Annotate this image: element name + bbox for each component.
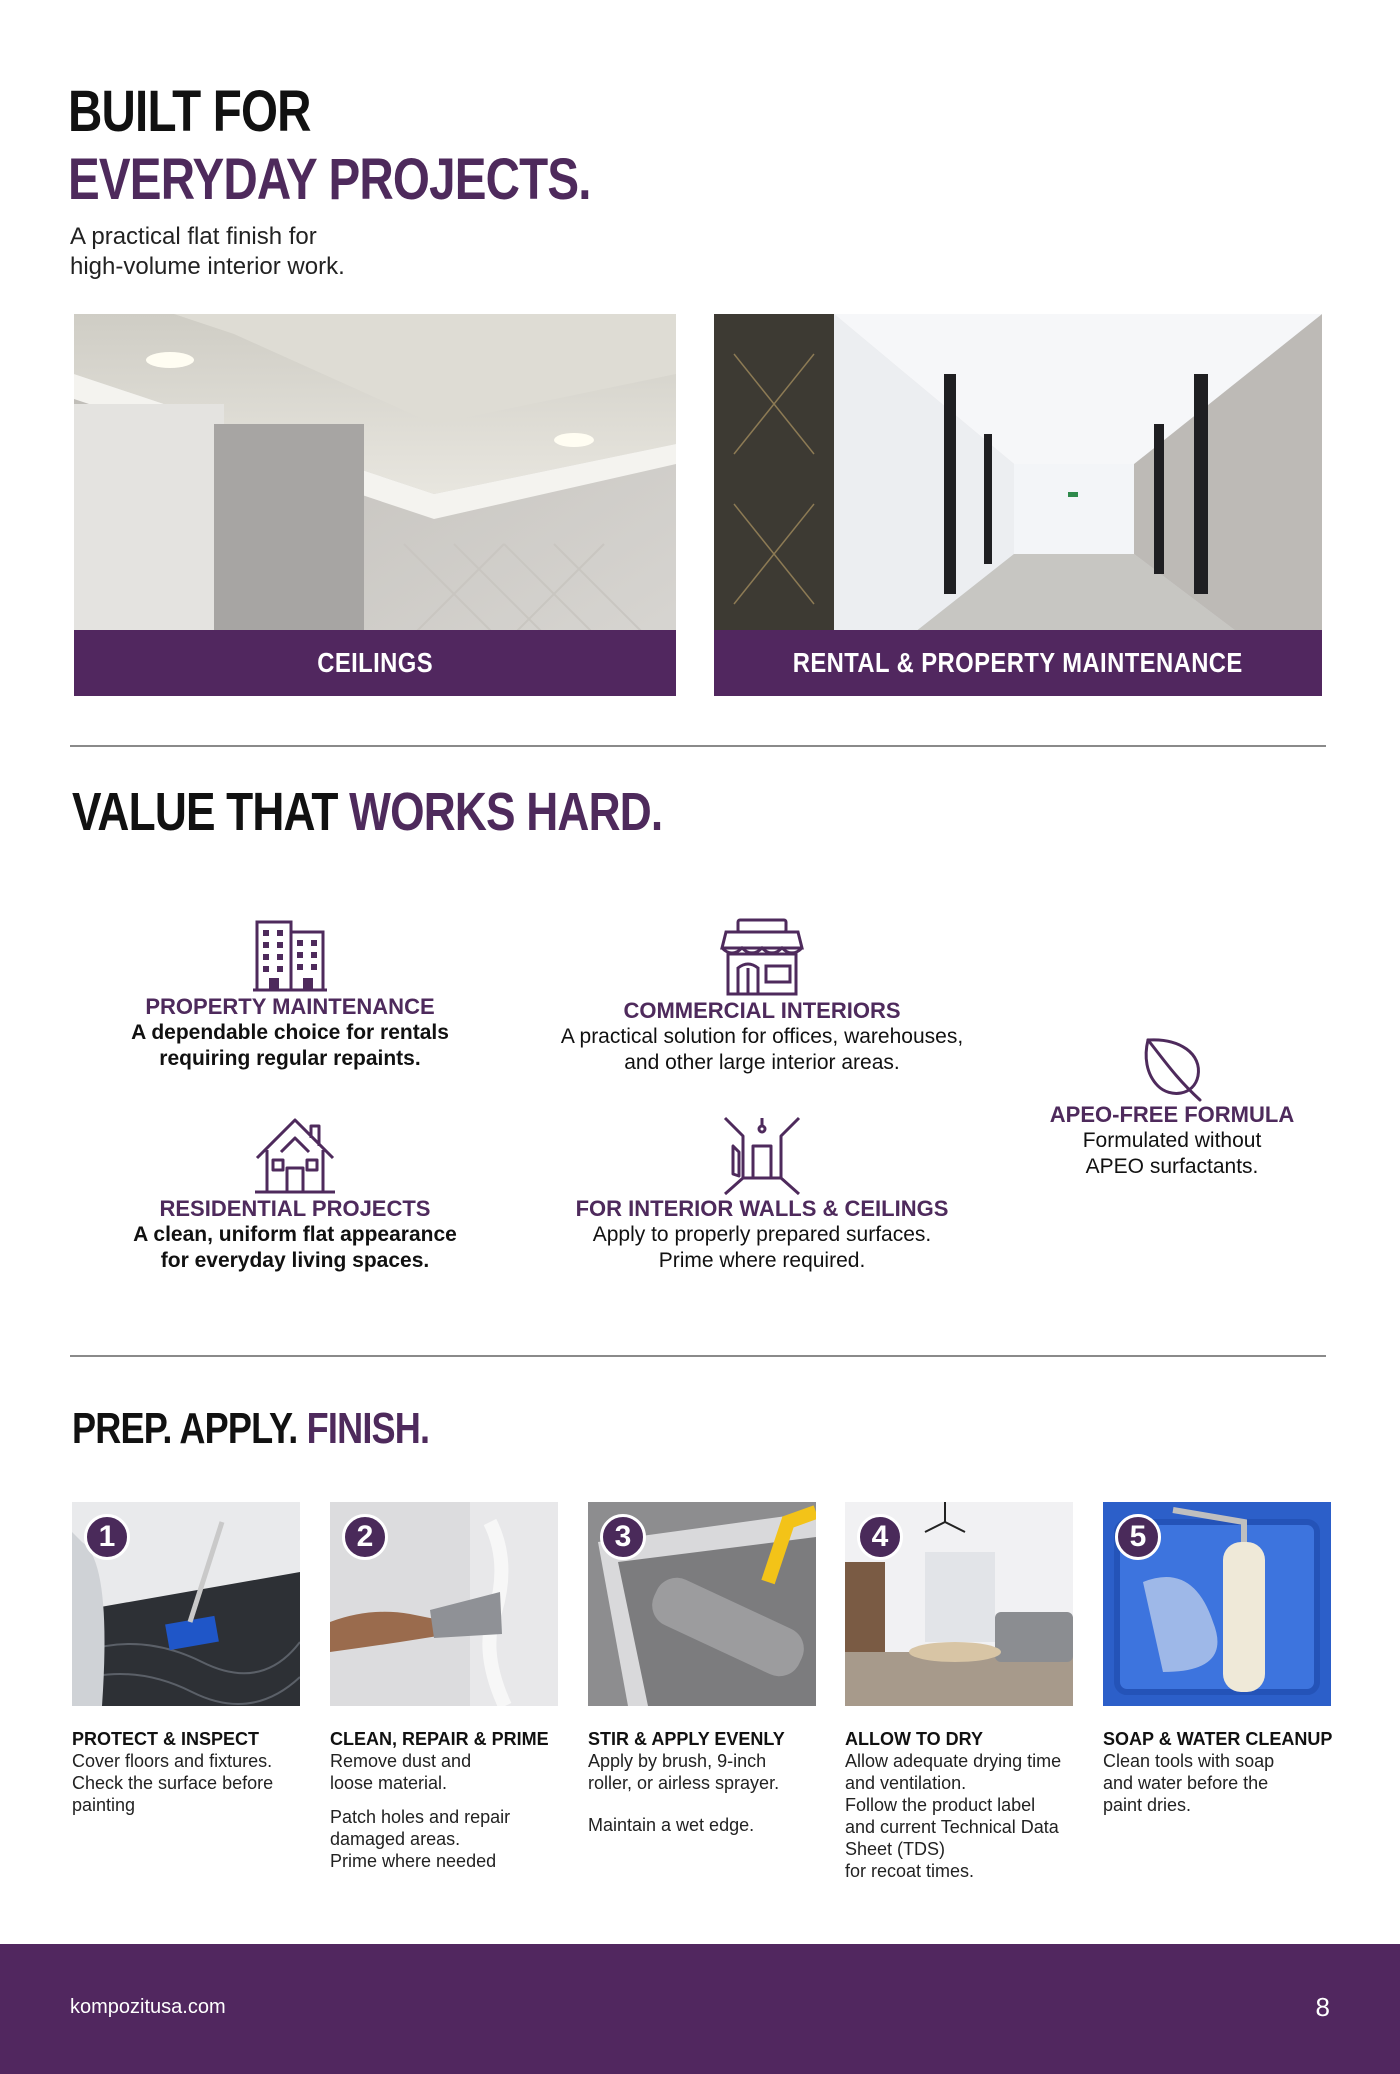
feature-title: PROPERTY MAINTENANCE [145, 994, 435, 1019]
step-3-image [588, 1502, 816, 1706]
step-5-image [1103, 1502, 1331, 1706]
step-text-line: Maintain a wet edge. [588, 1815, 755, 1835]
steps-title-black: PREP. APPLY. [72, 1404, 307, 1453]
step-text-line: Patch holes and repair [330, 1807, 511, 1827]
step-1-image [72, 1502, 300, 1706]
interior-room-icon [723, 1116, 801, 1196]
hero-title-line1: BUILT FOR [68, 79, 311, 144]
step-1 [72, 1502, 300, 1816]
step-title: SOAP & WATER CLEANUP [1103, 1729, 1333, 1749]
feature-property-maintenance [90, 918, 490, 1072]
feature-desc-line1: Apply to properly prepared surfaces. [592, 1223, 932, 1246]
step-text-line: loose material. [330, 1773, 448, 1793]
value-title-purple: WORKS HARD. [349, 782, 663, 842]
step-text-line: Remove dust and [330, 1751, 472, 1771]
buildings-icon [253, 918, 327, 994]
feature-title: APEO-FREE FORMULA [1049, 1102, 1295, 1127]
footer [0, 1944, 1400, 2074]
rental-photo-card [714, 314, 1322, 696]
feature-interior-walls-ceilings [532, 1116, 992, 1274]
hero-title [68, 78, 591, 214]
rental-label-band [714, 630, 1322, 696]
divider-1 [70, 745, 1326, 747]
step-number-badge: 4 [857, 1514, 903, 1560]
step-number-badge: 1 [84, 1514, 130, 1560]
hero-subtitle [70, 222, 490, 282]
step-text-line: for recoat times. [845, 1861, 975, 1881]
step-title: CLEAN, REPAIR & PRIME [330, 1729, 549, 1749]
step-3 [588, 1502, 816, 1836]
ceilings-label-band [74, 630, 676, 696]
step-number-badge: 5 [1115, 1514, 1161, 1560]
footer-site-link[interactable]: kompozitusa.com [70, 1996, 226, 2018]
step-2-image [330, 1502, 558, 1706]
feature-desc-line2: and other large interior areas. [624, 1051, 900, 1074]
feature-residential-projects [90, 1116, 500, 1274]
ceilings-photo-card [74, 314, 676, 696]
step-text-line: Apply by brush, 9-inch [588, 1751, 767, 1771]
feature-desc-line1: A dependable choice for rentals [131, 1021, 449, 1044]
feature-desc-line1: A clean, uniform flat appearance [133, 1223, 457, 1246]
feature-desc-line1: Formulated without [1082, 1129, 1262, 1152]
ceilings-label: CEILINGS [317, 647, 433, 678]
step-text-line: and ventilation. [845, 1773, 967, 1793]
leaf-icon [1140, 1034, 1204, 1102]
step-text-line: and water before the [1103, 1773, 1269, 1793]
value-title [72, 782, 662, 842]
feature-title: RESIDENTIAL PROJECTS [159, 1196, 431, 1221]
step-text-line: and current Technical Data [845, 1817, 1059, 1837]
step-number-badge: 3 [600, 1514, 646, 1560]
step-number-badge: 2 [342, 1514, 388, 1560]
page-number: 8 [1315, 1992, 1330, 2022]
feature-desc-line2: APEO surfactants. [1085, 1155, 1259, 1178]
step-text-line: paint dries. [1103, 1795, 1192, 1815]
step-text-line: Sheet (TDS) [845, 1839, 946, 1859]
feature-desc-line2: for everyday living spaces. [160, 1249, 430, 1272]
storefront-icon [720, 918, 804, 998]
value-title-black: VALUE THAT [72, 782, 350, 842]
step-text-line: Allow adequate drying time [845, 1751, 1062, 1771]
hero-subtitle-line1: A practical flat finish for [70, 223, 317, 250]
step-4 [845, 1502, 1073, 1882]
step-text-line: Check the surface before [72, 1773, 274, 1793]
step-text-line: Follow the product label [845, 1795, 1036, 1815]
feature-desc-line2: requiring regular repaints. [159, 1047, 421, 1070]
hero-title-line2: EVERYDAY PROJECTS. [68, 147, 591, 212]
feature-desc-line1: A practical solution for offices, warehouses, [560, 1025, 964, 1048]
step-title: PROTECT & INSPECT [72, 1729, 260, 1749]
rental-label: RENTAL & PROPERTY MAINTENANCE [792, 647, 1244, 678]
feature-commercial-interiors [512, 918, 1012, 1076]
feature-title: COMMERCIAL INTERIORS [623, 998, 901, 1023]
feature-apeo-free [1012, 1034, 1332, 1180]
step-text-line: painting [72, 1795, 136, 1815]
hero-subtitle-line2: high-volume interior work. [70, 253, 345, 280]
step-title: ALLOW TO DRY [845, 1729, 983, 1749]
steps-title [72, 1404, 429, 1454]
step-text-line: Cover floors and fixtures. [72, 1751, 273, 1771]
steps-title-purple: FINISH. [306, 1404, 430, 1453]
step-text-line: damaged areas. [330, 1829, 461, 1849]
step-title: STIR & APPLY EVENLY [588, 1729, 785, 1749]
feature-title: FOR INTERIOR WALLS & CEILINGS [575, 1196, 949, 1221]
feature-desc-line2: Prime where required. [658, 1249, 866, 1272]
divider-2 [70, 1355, 1326, 1357]
step-2 [330, 1502, 558, 1872]
step-text-line: Clean tools with soap [1103, 1751, 1275, 1771]
step-text-line: Prime where needed [330, 1851, 497, 1871]
step-text-line: roller, or airless sprayer. [588, 1773, 780, 1793]
step-5 [1103, 1502, 1331, 1816]
step-4-image [845, 1502, 1073, 1706]
house-icon [255, 1116, 335, 1196]
